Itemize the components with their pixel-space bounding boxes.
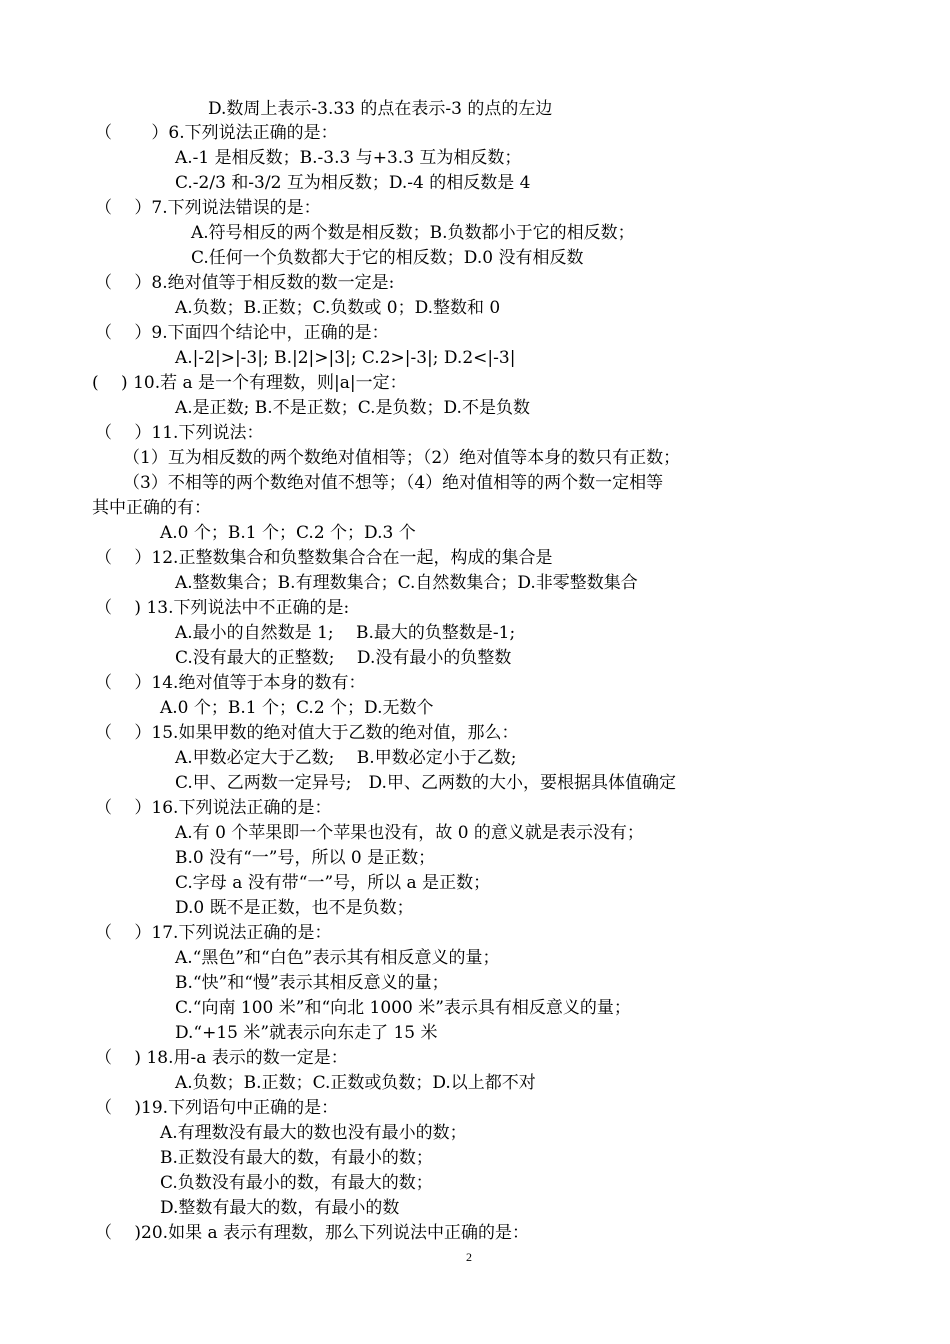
question-line: （ ）6.下列说法正确的是：: [95, 123, 338, 143]
option-line: D.0 既不是正数，也不是负数；: [175, 898, 414, 918]
option-line: A.|-2|>|-3|; B.|2|>|3|; C.2>|-3|; D.2<|-3|: [175, 348, 516, 368]
question-line: （ ）16.下列说法正确的是：: [95, 798, 332, 818]
option-line: A.甲数必定大于乙数; B.甲数必定小于乙数;: [175, 748, 517, 768]
option-line: B.“快”和“慢”表示其相反意义的量；: [175, 973, 449, 993]
option-line: A.是正数; B.不是正数；C.是负数；D.不是负数: [175, 398, 530, 418]
option-line: C.负数没有最小的数，有最大的数；: [160, 1173, 433, 1193]
question-line: （ ）15.如果甲数的绝对值大于乙数的绝对值，那么：: [95, 723, 519, 743]
page-number: 2: [466, 1250, 472, 1264]
option-line: A.有理数没有最大的数也没有最小的数；: [160, 1123, 467, 1143]
statement-line: 其中正确的有：: [92, 498, 211, 518]
option-line: B.0 没有“一”号，所以 0 是正数；: [175, 848, 436, 868]
option-line: D.“+15 米”就表示向东走了 15 米: [175, 1023, 438, 1043]
option-line: A.“黑色”和“白色”表示其有相反意义的量；: [175, 948, 500, 968]
option-line: A.-1 是相反数；B.-3.3 与+3.3 互为相反数；: [175, 148, 522, 168]
option-line: C.甲、乙两数一定异号; D.甲、乙两数的大小，要根据具体值确定: [175, 773, 676, 793]
option-line: C.-2/3 和-3/2 互为相反数；D.-4 的相反数是 4: [175, 173, 531, 193]
question-line: （ ）11.下列说法：: [95, 423, 264, 443]
question-line: ( ) 10.若 a 是一个有理数，则|a|一定：: [92, 373, 407, 393]
option-line: A.有 0 个苹果即一个苹果也没有，故 0 的意义就是表示没有；: [175, 823, 644, 843]
question-line: （ ) 13.下列说法中不正确的是:: [95, 598, 350, 618]
question-line: （ ）12.正整数集合和负整数集合合在一起，构成的集合是: [95, 548, 553, 568]
option-line: B.正数没有最大的数，有最小的数；: [160, 1148, 433, 1168]
statement-line: （3）不相等的两个数绝对值不想等；（4）绝对值相等的两个数一定相等: [123, 473, 664, 493]
option-line: C.没有最大的正整数; D.没有最小的负整数: [175, 648, 512, 668]
option-line: A.0 个；B.1 个；C.2 个；D.3 个: [160, 523, 416, 543]
question-line: （ ) 18.用-a 表示的数一定是：: [95, 1048, 348, 1068]
option-line: A.整数集合；B.有理数集合；C.自然数集合；D.非零整数集合: [175, 573, 638, 593]
option-line: D.整数有最大的数，有最小的数: [160, 1198, 400, 1218]
option-line: A.最小的自然数是 1; B.最大的负整数是-1;: [175, 623, 516, 643]
question-line: （ ）14.绝对值等于本身的数有：: [95, 673, 366, 693]
question-line: （ ）9.下面四个结论中，正确的是：: [95, 323, 389, 343]
option-line: A.负数；B.正数；C.正数或负数；D.以上都不对: [175, 1073, 536, 1093]
question-line: （ ）8.绝对值等于相反数的数一定是:: [95, 273, 395, 293]
option-line: A.负数；B.正数；C.负数或 0；D.整数和 0: [175, 298, 501, 318]
option-line: C.“向南 100 米”和“向北 1000 米”表示具有相反意义的量；: [175, 998, 631, 1018]
question-line: （ ）7.下列说法错误的是：: [95, 198, 321, 218]
option-line: C.任何一个负数都大于它的相反数；D.0 没有相反数: [191, 248, 584, 268]
question-line: （ )19.下列语句中正确的是：: [95, 1098, 339, 1118]
question-line: （ ）17.下列说法正确的是：: [95, 923, 332, 943]
statement-line: （1）互为相反数的两个数绝对值相等；（2）绝对值等本身的数只有正数；: [123, 448, 681, 468]
option-line: A.0 个；B.1 个；C.2 个；D.无数个: [160, 698, 434, 718]
option-line: D.数周上表示-3.33 的点在表示-3 的点的左边: [208, 99, 553, 119]
question-line: （ )20.如果 a 表示有理数，那么下列说法中正确的是：: [95, 1223, 530, 1243]
option-line: C.字母 a 没有带“一”号，所以 a 是正数；: [175, 873, 491, 893]
option-line: A.符号相反的两个数是相反数；B.负数都小于它的相反数；: [191, 223, 635, 243]
